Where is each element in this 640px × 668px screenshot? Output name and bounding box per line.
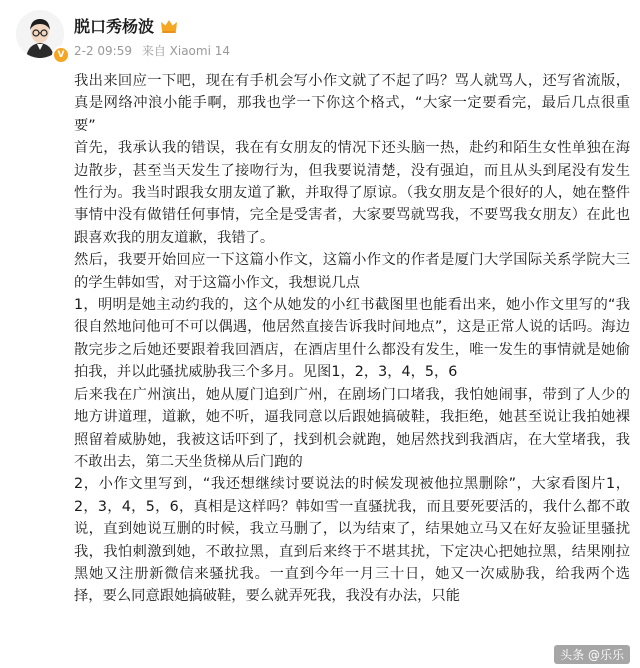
paragraph: 1，明明是她主动约我的，这个从她发的小红书截图里也能看出来，她小作文里写的“我很自然地问他可不可以偶遇，他居然直接告诉我时间地点”，这是正常人说的话吗。海边散完步之后她还要跟着我回酒店，在酒店里什么都没有发生，唯一发生的事情就是她偷拍我，并以此骚扰威胁我三个多月。见图1，2，3，4，5，6 (74, 297, 630, 381)
post-timestamp: 2-2 09:59 (74, 44, 132, 58)
watermark: 头条 @乐乐 (554, 645, 630, 664)
crown-icon[interactable] (160, 18, 178, 34)
post-content (74, 70, 630, 608)
paragraph: 然后，我要开始回应一下这篇小作文，这篇小作文的作者是厦门大学国际关系学院大三的学生韩如雪，对于这篇小作文，我想说几点 (74, 252, 630, 291)
post-source: 来自 Xiaomi 14 (141, 44, 231, 58)
post-meta (74, 42, 236, 59)
author-header (74, 14, 178, 37)
author-name[interactable]: 脱口秀杨波 (74, 17, 155, 36)
paragraph: 我出来回应一下吧，现在有手机会写小作文就了不起了吗？骂人就骂人，还写省流版，真是网络冲浪小能手啊，那我也学一下你这个格式，“大家一定要看完，最后几点很重要” (74, 73, 630, 134)
paragraph: 首先，我承认我的错误，我在有女朋友的情况下还头脑一热，赴约和陌生女性单独在海边散步，甚至当天发生了接吻行为，但我要说清楚，没有强迫，而且从头到尾没有发生性行为。我当时跟我女朋友道了歉，并取得了原谅。（我女朋友是个很好的人，她在整件事情中没有做错任何事情，完全是受害者，大家要骂就骂我，不要骂我女朋友）在此也跟喜欢我的朋友道歉，我错了。 (74, 140, 630, 246)
v-verified-icon: V (52, 46, 70, 64)
paragraph: 2，小作文里写到，“我还想继续讨要说法的时候发现被他拉黑删除”，大家看图片1，2，3，4，5，6，真相是这样吗？韩如雪一直骚扰我，而且要死要活的，我什么都不敢说，直到她说互删的时候，我立马删了，以为结束了，结果她立马又在好友验证里骚扰我，我怕刺激到她，不敢拉黑，直到后来终于不堪其扰，下定决心把她拉黑，结果刚拉黑她又注册新微信来骚扰我。一直到今年一月三十日，她又一次威胁我，给我两个选择，要么同意跟她搞破鞋，要么就弄死我，我没有办法，只能 (74, 476, 630, 605)
paragraph: 后来我在广州演出，她从厦门追到广州，在剧场门口堵我，我怕她闹事，带到了人少的地方讲道理，道歉，她不听，逼我同意以后跟她搞破鞋，我拒绝，她甚至说让我拍她裸照留着威胁她，我被这话吓到了，找到机会就跑，她居然找到我酒店，在大堂堵我，我不敢出去，第二天坐货梯从后门跑的 (74, 386, 630, 470)
